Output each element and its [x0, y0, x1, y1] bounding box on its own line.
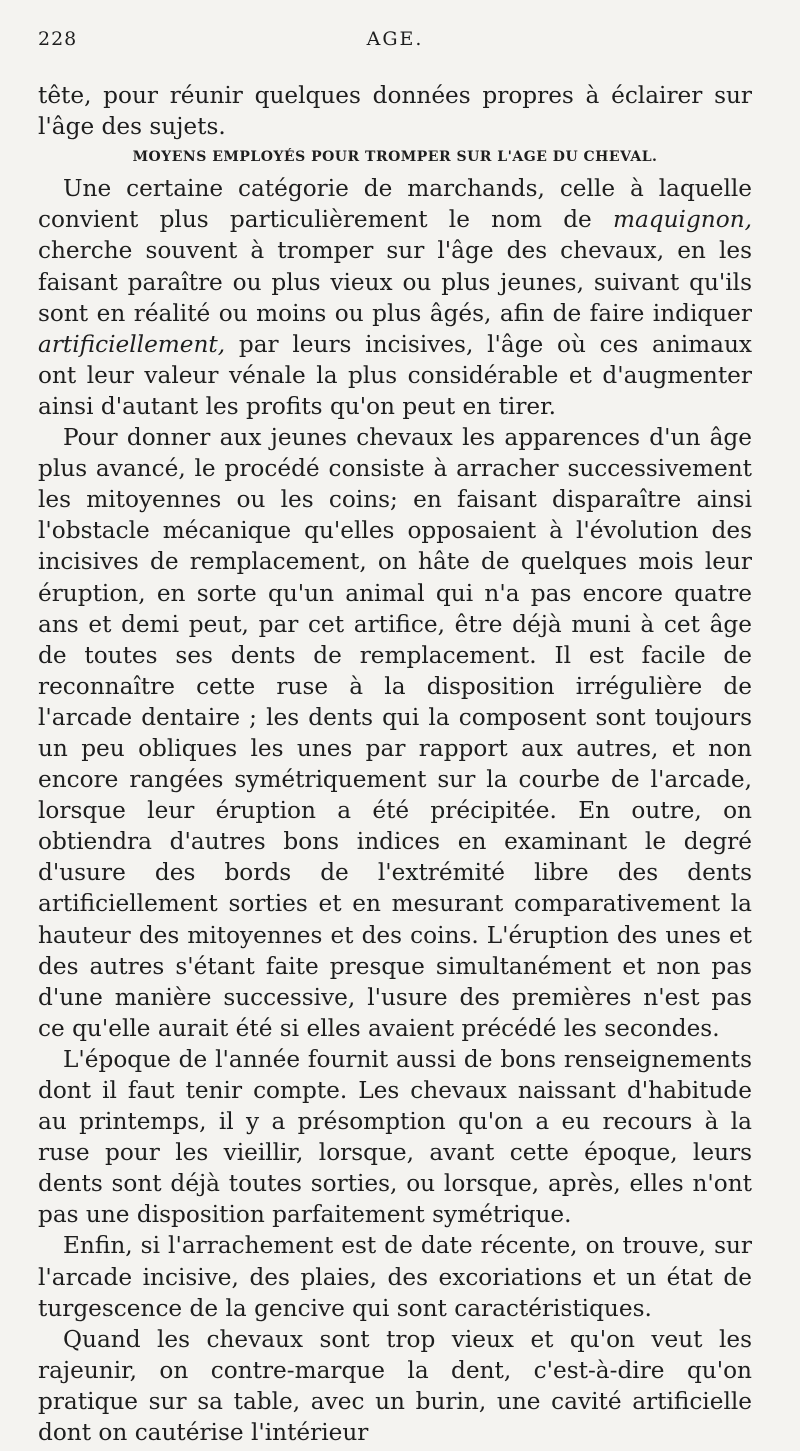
body-text [38, 80, 752, 1448]
running-head [38, 28, 752, 80]
paragraph-4: Enfin, si l'arrachement est de date récente, on trouve, sur l'arcade incisive, des plaies, des excoriations et un état de turgescence de la gencive qui sont caractéristiques. [38, 1232, 752, 1322]
paragraph-1-text-c: par leurs incisives, l'âge où ces animaux ont leur valeur vénale la plus considérable et d'augmenter ainsi d'autant les profits qu'on peut en tirer. [38, 330, 752, 420]
paragraph-continued: tête, pour réunir quelques données propres à éclairer sur l'âge des sujets. [38, 82, 752, 141]
paragraph-1-text-b: cherche souvent à tromper sur l'âge des chevaux, en les faisant paraître ou plus vieux ou plus jeunes, suivant qu'ils sont en réalité ou moins ou plus âgés, afin de faire indiquer [38, 237, 752, 327]
paragraph-5: Quand les chevaux sont trop vieux et qu'on veut les rajeunir, on contre-marque la dent, c'est-à-dire qu'on pratique sur sa table, avec un burin, une cavité artificielle dont on cautérise l'intérieur [38, 1325, 752, 1447]
page-number: 228 [38, 28, 78, 50]
paragraph-3: L'époque de l'année fournit aussi de bons renseignements dont il faut tenir compte. Les chevaux naissant d'habitude au printemps, il y a présomption qu'on a eu recours à la ruse pour les vieillir, lorsque, avant cette époque, leurs dents sont déjà toutes sorties, ou lorsque, après, elles n'ont pas une disposition parfaitement symétrique. [38, 1045, 752, 1229]
paragraph-1-italic-maquignon: maquignon, [612, 206, 752, 234]
paragraph-1 [38, 173, 752, 422]
running-title: AGE. [366, 28, 424, 50]
paragraph-1-italic-artificiellement: artificiellement, [38, 330, 226, 358]
paragraph-2: Pour donner aux jeunes chevaux les apparences d'un âge plus avancé, le procédé consiste à arracher successivement les mitoyennes ou les coins; en faisant disparaître ainsi l'obstacle mécanique qu'elles opposaient à l'évolution des incisives de remplacement, on hâte de quelques mois leur éruption, en sorte qu'un animal qui n'a pas encore quatre ans et demi peut, par cet artifice, être déjà muni à cet âge de toutes ses dents de remplacement. Il est facile de reconnaître cette ruse à la disposition irrégulière de l'arcade dentaire ; les dents qui la composent sont toujours un peu obliques les unes par rapport aux autres, et non encore rangées symétriquement sur la courbe de l'arcade, lorsque leur éruption a été précipitée. En outre, on obtiendra d'autres bons indices en examinant le degré d'usure des bords de l'extrémité libre des dents artificiellement sorties et en mesurant comparativement la hauteur des mitoyennes et des coins. L'éruption des unes et des autres s'étant faite presque simultanément et non pas d'une manière successive, l'usure des premières n'est pas ce qu'elle aurait été si elles avaient précédé les secondes. [38, 424, 752, 1042]
paragraph-1-text-a: Une certaine catégorie de marchands, celle à laquelle convient plus particulièrement le nom de [38, 175, 752, 234]
section-heading: MOYENS EMPLOYÉS POUR TROMPER SUR L'AGE DU CHEVAL. [132, 149, 658, 166]
